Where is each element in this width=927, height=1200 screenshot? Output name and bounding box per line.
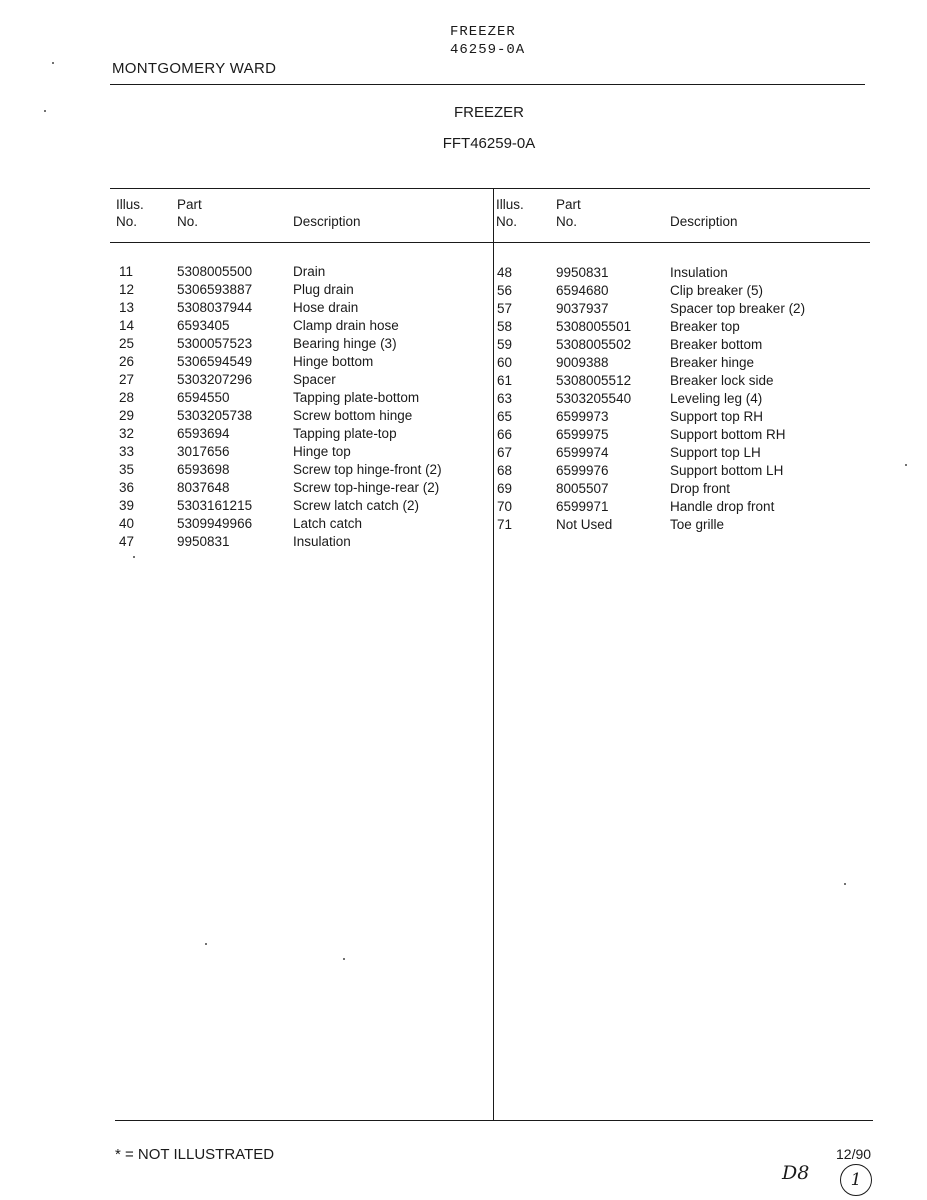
description: Insulation	[293, 534, 351, 549]
part-no: 9037937	[556, 301, 609, 316]
description: Plug drain	[293, 282, 354, 297]
table-row	[0, 354, 927, 372]
illus-no: 48	[497, 265, 513, 280]
description: Breaker top	[670, 319, 740, 334]
header-description-right: Description	[670, 214, 738, 229]
part-no: 6593698	[177, 462, 230, 477]
description: Screw top hinge-front (2)	[293, 462, 442, 477]
description: Support top RH	[670, 409, 764, 424]
part-no: 5306593887	[177, 282, 253, 297]
illus-no: 32	[119, 426, 135, 441]
scan-speck	[844, 883, 846, 885]
table-row	[0, 336, 927, 354]
header-illus-right: Illus. No.	[496, 197, 524, 229]
illus-no: 66	[497, 427, 513, 442]
description: Screw bottom hinge	[293, 408, 413, 423]
description: Breaker bottom	[670, 337, 763, 352]
header-part-right: Part No.	[556, 197, 581, 229]
part-no: 5308037944	[177, 300, 253, 315]
table-row	[0, 408, 927, 426]
description: Bearing hinge (3)	[293, 336, 397, 351]
illus-no: 11	[119, 264, 134, 279]
part-no: 5309949966	[177, 516, 253, 531]
description: Spacer top breaker (2)	[670, 301, 806, 316]
table-row	[0, 282, 927, 300]
part-no: Not Used	[556, 517, 613, 532]
illus-no: 14	[119, 318, 135, 333]
scan-speck	[343, 958, 345, 960]
part-no: 9009388	[556, 355, 609, 370]
illus-no: 71	[497, 517, 513, 532]
part-no: 6594550	[177, 390, 230, 405]
illus-no: 47	[119, 534, 135, 549]
part-no: 6594680	[556, 283, 609, 298]
footnote: * = NOT ILLUSTRATED	[115, 1146, 275, 1163]
part-no: 5303205738	[177, 408, 253, 423]
illus-no: 60	[497, 355, 513, 370]
header-rule	[110, 84, 865, 85]
stamp-title: FREEZER	[450, 24, 516, 40]
illus-no: 28	[119, 390, 135, 405]
model-number: FFT46259-0A	[442, 135, 536, 152]
illus-no: 25	[119, 336, 135, 351]
illus-no: 40	[119, 516, 135, 531]
illus-no: 63	[497, 391, 513, 406]
part-no: 6599971	[556, 499, 609, 514]
illus-no: 58	[497, 319, 513, 334]
description: Support top LH	[670, 445, 761, 460]
part-no: 5303205540	[556, 391, 632, 406]
description: Hinge top	[293, 444, 351, 459]
scan-speck	[52, 62, 54, 64]
description: Screw top-hinge-rear (2)	[293, 480, 440, 495]
description: Breaker hinge	[670, 355, 755, 370]
part-no: 9950831	[177, 534, 230, 549]
description: Latch catch	[293, 516, 363, 531]
description: Hose drain	[293, 300, 359, 315]
description: Toe grille	[670, 517, 725, 532]
scan-speck	[205, 943, 207, 945]
illus-no: 65	[497, 409, 513, 424]
description: Clip breaker (5)	[670, 283, 764, 298]
illus-no: 67	[497, 445, 513, 460]
illus-no: 27	[119, 372, 135, 387]
description: Spacer	[293, 372, 336, 387]
scan-speck	[44, 110, 46, 112]
page-title: FREEZER	[453, 104, 524, 121]
description: Tapping plate-top	[293, 426, 397, 441]
description: Support bottom LH	[670, 463, 784, 478]
illus-no: 59	[497, 337, 513, 352]
description: Screw latch catch (2)	[293, 498, 420, 513]
brand-name: MONTGOMERY WARD	[112, 60, 277, 77]
description: Breaker lock side	[670, 373, 774, 388]
part-no: 6599975	[556, 427, 609, 442]
scan-speck	[905, 464, 907, 466]
part-no: 5306594549	[177, 354, 253, 369]
part-no: 5308005512	[556, 373, 632, 388]
illus-no: 26	[119, 354, 135, 369]
table-row	[0, 444, 927, 462]
illus-no: 61	[497, 373, 513, 388]
part-no: 6599973	[556, 409, 609, 424]
circled-mark: 1	[840, 1164, 872, 1196]
description: Leveling leg (4)	[670, 391, 763, 406]
description: Support bottom RH	[670, 427, 786, 442]
table-row	[0, 300, 927, 318]
table-row	[0, 426, 927, 444]
part-no: 6593694	[177, 426, 230, 441]
part-no: 8005507	[556, 481, 609, 496]
description: Clamp drain hose	[293, 318, 399, 333]
table-row	[0, 516, 927, 534]
illus-no: 13	[119, 300, 135, 315]
illus-no: 69	[497, 481, 513, 496]
illus-no: 36	[119, 480, 135, 495]
table-top-rule	[110, 188, 870, 189]
table-bottom-rule	[115, 1120, 873, 1121]
table-row	[0, 390, 927, 408]
illus-no: 33	[119, 444, 135, 459]
header-description-left: Description	[293, 214, 361, 229]
stamp-model: 46259-0A	[450, 42, 526, 58]
part-no: 5308005500	[177, 264, 253, 279]
table-row	[0, 318, 927, 336]
part-no: 5300057523	[177, 336, 253, 351]
description: Insulation	[670, 265, 728, 280]
description: Drain	[293, 264, 326, 279]
header-bottom-rule	[110, 242, 870, 243]
illus-no: 57	[497, 301, 513, 316]
header-illus-left: Illus. No.	[116, 197, 144, 229]
table-row	[0, 462, 927, 480]
illus-no: 70	[497, 499, 513, 514]
part-no: 3017656	[177, 444, 230, 459]
table-row	[0, 480, 927, 498]
illus-no: 12	[119, 282, 135, 297]
description: Hinge bottom	[293, 354, 374, 369]
handwritten-note: D8	[782, 1162, 810, 1184]
table-row	[0, 498, 927, 516]
part-no: 8037648	[177, 480, 230, 495]
description: Handle drop front	[670, 499, 775, 514]
part-no: 5308005502	[556, 337, 632, 352]
description: Tapping plate-bottom	[293, 390, 420, 405]
illus-no: 35	[119, 462, 135, 477]
part-no: 9950831	[556, 265, 609, 280]
part-no: 6599976	[556, 463, 609, 478]
illus-no: 56	[497, 283, 513, 298]
table-row	[0, 372, 927, 390]
scan-speck	[133, 556, 135, 558]
part-no: 6593405	[177, 318, 230, 333]
illus-no: 68	[497, 463, 513, 478]
part-no: 5303207296	[177, 372, 253, 387]
part-no: 6599974	[556, 445, 609, 460]
table-row	[0, 264, 927, 282]
part-no: 5308005501	[556, 319, 632, 334]
table-row	[0, 533, 927, 551]
revision-date: 12/90	[836, 1146, 872, 1162]
description: Drop front	[670, 481, 731, 496]
illus-no: 29	[119, 408, 135, 423]
part-no: 5303161215	[177, 498, 253, 513]
illus-no: 39	[119, 498, 135, 513]
header-part-left: Part No.	[177, 197, 202, 229]
